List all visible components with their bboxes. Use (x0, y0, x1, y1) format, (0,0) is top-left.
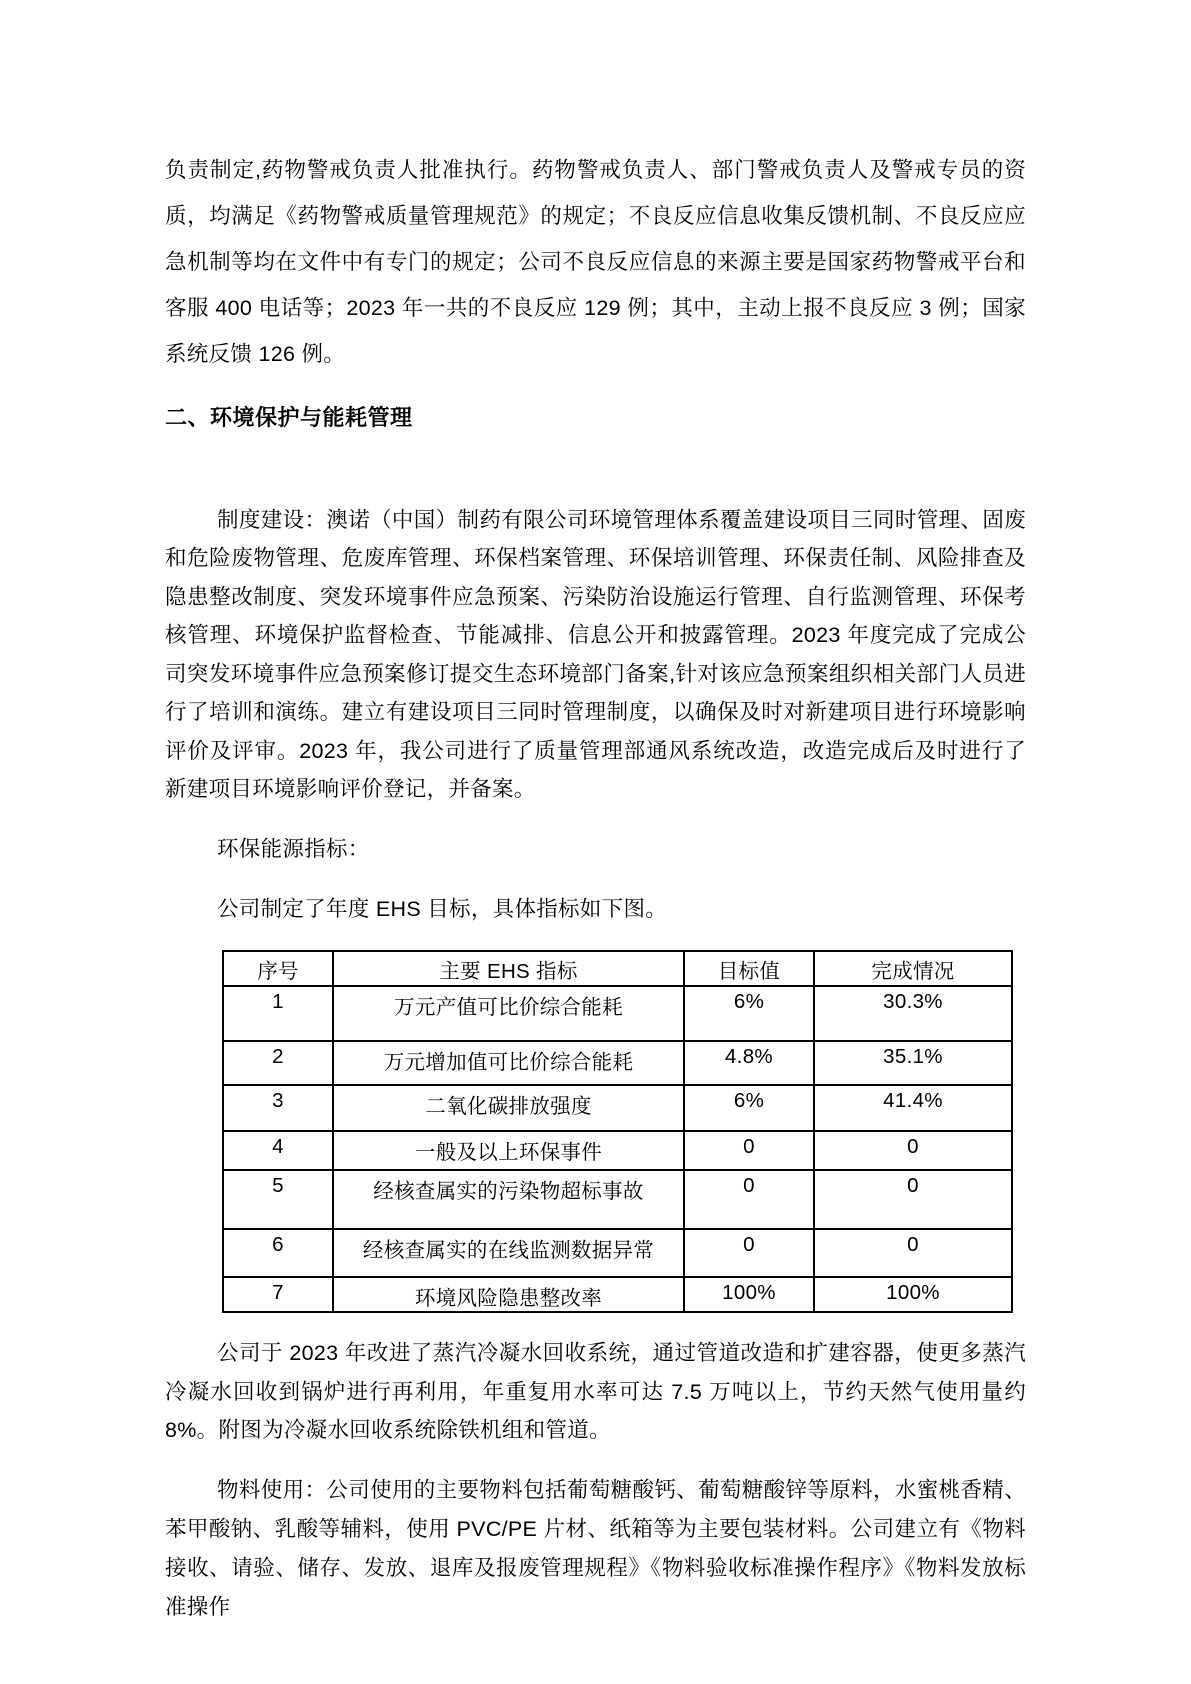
row-no-cell: 2 (223, 1041, 333, 1085)
row-no-cell: 5 (223, 1170, 333, 1229)
completion-cell: 35.1% (814, 1041, 1012, 1085)
paragraph-system-construction: 制度建设：澳诺（中国）制药有限公司环境管理体系覆盖建设项目三同时管理、固废和危险废物管理、危废库管理、环保档案管理、环保培训管理、环保责任制、风险排查及隐患整改制度、突发环境事件应急预案、污染防治设施运行管理、自行监测管理、环保考核管理、环境保护监督检查、节能减排、信息公开和披露管理。2023 年度完成了完成公司突发环境事件应急预案修订提交生态环境部门备案,针对该应急预案组织相关部门人员进行了培训和演练。建立有建设项目三同时管理制度，以确保及时对新建项目进行环境影响评价及评审。2023 年，我公司进行了质量管理部通风系统改造，改造完成后及时进行了新建项目环境影响评价登记，并备案。 (165, 507, 1026, 801)
page-content (165, 0, 1026, 1649)
indicator-cell: 万元产值可比价综合能耗 (333, 986, 684, 1041)
completion-cell: 0 (814, 1170, 1012, 1229)
completion-cell: 100% (814, 1277, 1012, 1312)
target-cell: 4.8% (684, 1041, 814, 1085)
header-cell-completion: 完成情况 (814, 951, 1012, 986)
table-row (223, 1041, 1012, 1085)
table-header-row (223, 951, 1012, 986)
target-cell: 0 (684, 1229, 814, 1277)
table-row (223, 1277, 1012, 1312)
indicator-cell: 环境风险隐患整改率 (333, 1277, 684, 1312)
table-row (223, 986, 1012, 1041)
target-cell: 6% (684, 1085, 814, 1131)
header-cell-no: 序号 (223, 951, 333, 986)
ehs-indicators-table (222, 950, 1013, 1313)
completion-cell: 41.4% (814, 1085, 1012, 1131)
line-ehs-intro: 公司制定了年度 EHS 目标，具体指标如下图。 (217, 897, 668, 921)
row-no-cell: 3 (223, 1085, 333, 1131)
indicator-cell: 万元增加值可比价综合能耗 (333, 1041, 684, 1085)
table-row (223, 1170, 1012, 1229)
indicator-cell: 经核查属实的在线监测数据异常 (333, 1229, 684, 1277)
table-row (223, 1229, 1012, 1277)
target-cell: 100% (684, 1277, 814, 1312)
completion-cell: 0 (814, 1229, 1012, 1277)
table-body (223, 986, 1012, 1312)
header-cell-indicator: 主要 EHS 指标 (333, 951, 684, 986)
indicator-cell: 二氧化碳排放强度 (333, 1085, 684, 1131)
paragraph-condensate-recovery: 公司于 2023 年改进了蒸汽冷凝水回收系统，通过管道改造和扩建容器，使更多蒸汽冷凝水回收到锅炉进行再利用，年重复用水率可达 7.5 万吨以上，节约天然气使用量约 8%。附图为冷凝水回收系统除铁机组和管道。 (165, 1341, 1026, 1442)
indicator-cell: 一般及以上环保事件 (333, 1131, 684, 1170)
row-no-cell: 7 (223, 1277, 333, 1312)
line-ehs-label: 环保能源指标： (217, 837, 370, 861)
paragraph-pharmacovigilance: 负责制定,药物警戒负责人批准执行。药物警戒负责人、部门警戒负责人及警戒专员的资质，均满足《药物警戒质量管理规范》的规定；不良反应信息收集反馈机制、不良反应应急机制等均在文件中有专门的规定；公司不良反应信息的来源主要是国家药物警戒平台和客服 400 电话等；2023 年一共的不良反应 129 例；其中，主动上报不良反应 3 例；国家系统反馈 126 例。 (165, 158, 1026, 366)
section-heading-environment: 二、环境保护与能耗管理 (165, 404, 413, 430)
indicator-cell: 经核查属实的污染物超标事故 (333, 1170, 684, 1229)
row-no-cell: 6 (223, 1229, 333, 1277)
completion-cell: 30.3% (814, 986, 1012, 1041)
table-row (223, 1131, 1012, 1170)
paragraph-material-usage: 物料使用：公司使用的主要物料包括葡萄糖酸钙、葡萄糖酸锌等原料，水蜜桃香精、苯甲酸钠、乳酸等辅料，使用 PVC/PE 片材、纸箱等为主要包装材料。公司建立有《物料接收、请验、储存、发放、退库及报废管理规程》《物料验收标准操作程序》《物料发放标准操作 (165, 1478, 1026, 1619)
target-cell: 0 (684, 1131, 814, 1170)
target-cell: 0 (684, 1170, 814, 1229)
header-cell-target: 目标值 (684, 951, 814, 986)
table-row (223, 1085, 1012, 1131)
target-cell: 6% (684, 986, 814, 1041)
row-no-cell: 4 (223, 1131, 333, 1170)
completion-cell: 0 (814, 1131, 1012, 1170)
row-no-cell: 1 (223, 986, 333, 1041)
